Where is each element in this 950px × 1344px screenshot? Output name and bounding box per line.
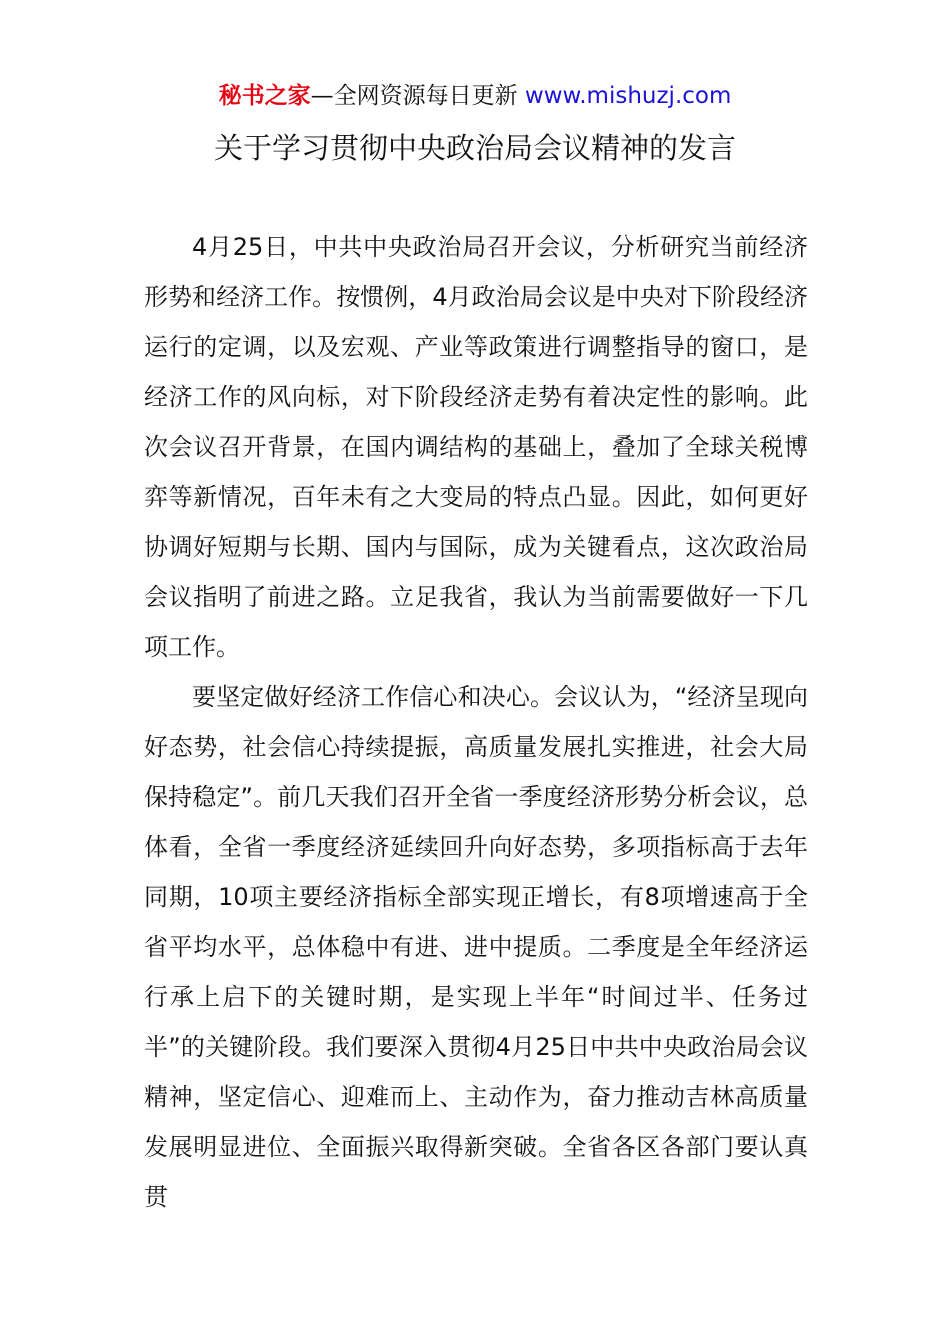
document-title: 关于学习贯彻中央政治局会议精神的发言 — [213, 131, 736, 165]
site-header — [0, 80, 950, 112]
site-brand: 秘书之家 — [218, 83, 311, 109]
site-tagline: —全网资源每日更新 — [310, 83, 518, 109]
document-body — [144, 222, 808, 1222]
body-paragraph: 要坚定做好经济工作信心和决心。会议认为，“经济呈现向好态势，社会信心持续提振，高质量发展扎实推进，社会大局保持稳定”。前几天我们召开全省一季度经济形势分析会议，总体看，全省一季度经济延续回升向好态势，多项指标高于去年同期，10项主要经济指标全部实现正增长，有8项增速高于全省平均水平，总体稳中有进、进中提质。二季度是全年经济运行承上启下的关键时期，是实现上半年“时间过半、任务过半”的关键阶段。我们要深入贯彻4月25日中共中央政治局会议精神，坚定信心、迎难而上、主动作为，奋力推动吉林高质量发展明显进位、全面振兴取得新突破。全省各区各部门要认真贯 — [144, 683, 808, 1211]
body-paragraph: 4月25日，中共中央政治局召开会议，分析研究当前经济形势和经济工作。按惯例，4月政治局会议是中央对下阶段经济运行的定调，以及宏观、产业等政策进行调整指导的窗口，是经济工作的风向标，对下阶段经济走势有着决定性的影响。此次会议召开背景，在国内调结构的基础上，叠加了全球关税博弈等新情况，百年未有之大变局的特点凸显。因此，如何更好协调好短期与长期、国内与国际，成为关键看点，这次政治局会议指明了前进之路。立足我省，我认为当前需要做好一下几项工作。 — [144, 233, 808, 661]
site-url-link[interactable]: www.mishuzj.com — [524, 83, 732, 109]
